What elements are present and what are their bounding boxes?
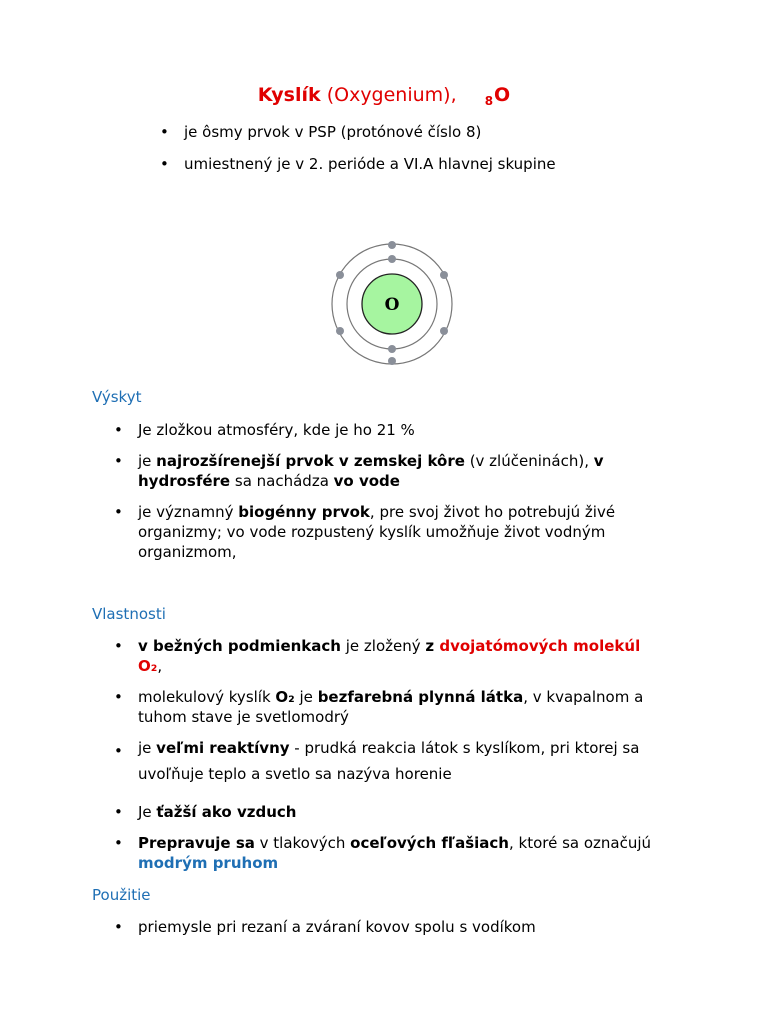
title-symbol: [485, 84, 511, 106]
page-title: [0, 84, 768, 108]
title-symbol-letter: O: [494, 84, 511, 106]
bullet-icon: •: [114, 421, 123, 439]
list-item: • molekulový kyslík O₂ je bezfarebná plynná látka, v kvapalnom a tuhom stave je svetlomodrý: [114, 688, 644, 726]
title-latin-name: (Oxygenium),: [326, 84, 457, 106]
electron: [388, 357, 396, 365]
list-item: • je ôsmy prvok v PSP (protónové číslo 8): [160, 123, 482, 141]
bullet-icon: •: [114, 742, 123, 760]
electron: [336, 327, 344, 335]
list-item: • priemysle pri rezaní a zváraní kovov spolu s vodíkom: [114, 918, 536, 936]
bullet-icon: •: [114, 503, 123, 521]
bullet-icon: •: [160, 123, 169, 141]
electron: [440, 271, 448, 279]
list-item: • je veľmi reaktívny - prudká reakcia látok s kyslíkom, pri ktorej sa uvoľňuje teplo a svetlo sa nazýva horenie: [114, 739, 640, 783]
list-item: • umiestnený je v 2. perióde a VI.A hlavnej skupine: [160, 155, 556, 173]
electron: [388, 345, 396, 353]
section-heading-pouzitie: Použitie: [92, 886, 151, 904]
list-item: • v bežných podmienkach je zložený z dvojatómových molekúl O₂,: [114, 637, 641, 675]
bullet-icon: •: [114, 834, 123, 852]
list-item: • je najrozšírenejší prvok v zemskej kôre (v zlúčeninách), v hydrosfére sa nachádza vo vode: [114, 452, 604, 490]
title-element-name: Kyslík: [257, 84, 321, 106]
nucleus-label: O: [384, 295, 400, 315]
electron: [336, 271, 344, 279]
electron: [440, 327, 448, 335]
bullet-icon: •: [160, 155, 169, 173]
list-item: • Je zložkou atmosféry, kde je ho 21 %: [114, 421, 415, 439]
bullet-icon: •: [114, 803, 123, 821]
section-heading-vlastnosti: Vlastnosti: [92, 605, 166, 623]
bullet-icon: •: [114, 688, 123, 706]
bullet-icon: •: [114, 452, 123, 470]
list-item: • Je ťažší ako vzduch: [114, 803, 297, 821]
title-proton-number: 8: [484, 94, 494, 108]
list-item: • je významný biogénny prvok, pre svoj život ho potrebujú živé organizmy; vo vode rozpustený kyslík umožňuje život vodným organizmom,: [114, 503, 616, 561]
list-item: • Prepravuje sa v tlakových oceľových fľašiach, ktoré sa označujú modrým pruhom: [114, 834, 652, 872]
section-heading-vyskyt: Výskyt: [92, 388, 142, 406]
electron: [388, 241, 396, 249]
bullet-icon: •: [114, 918, 123, 936]
oxygen-atom-diagram: [322, 234, 462, 374]
electron: [388, 255, 396, 263]
bullet-icon: •: [114, 637, 123, 655]
